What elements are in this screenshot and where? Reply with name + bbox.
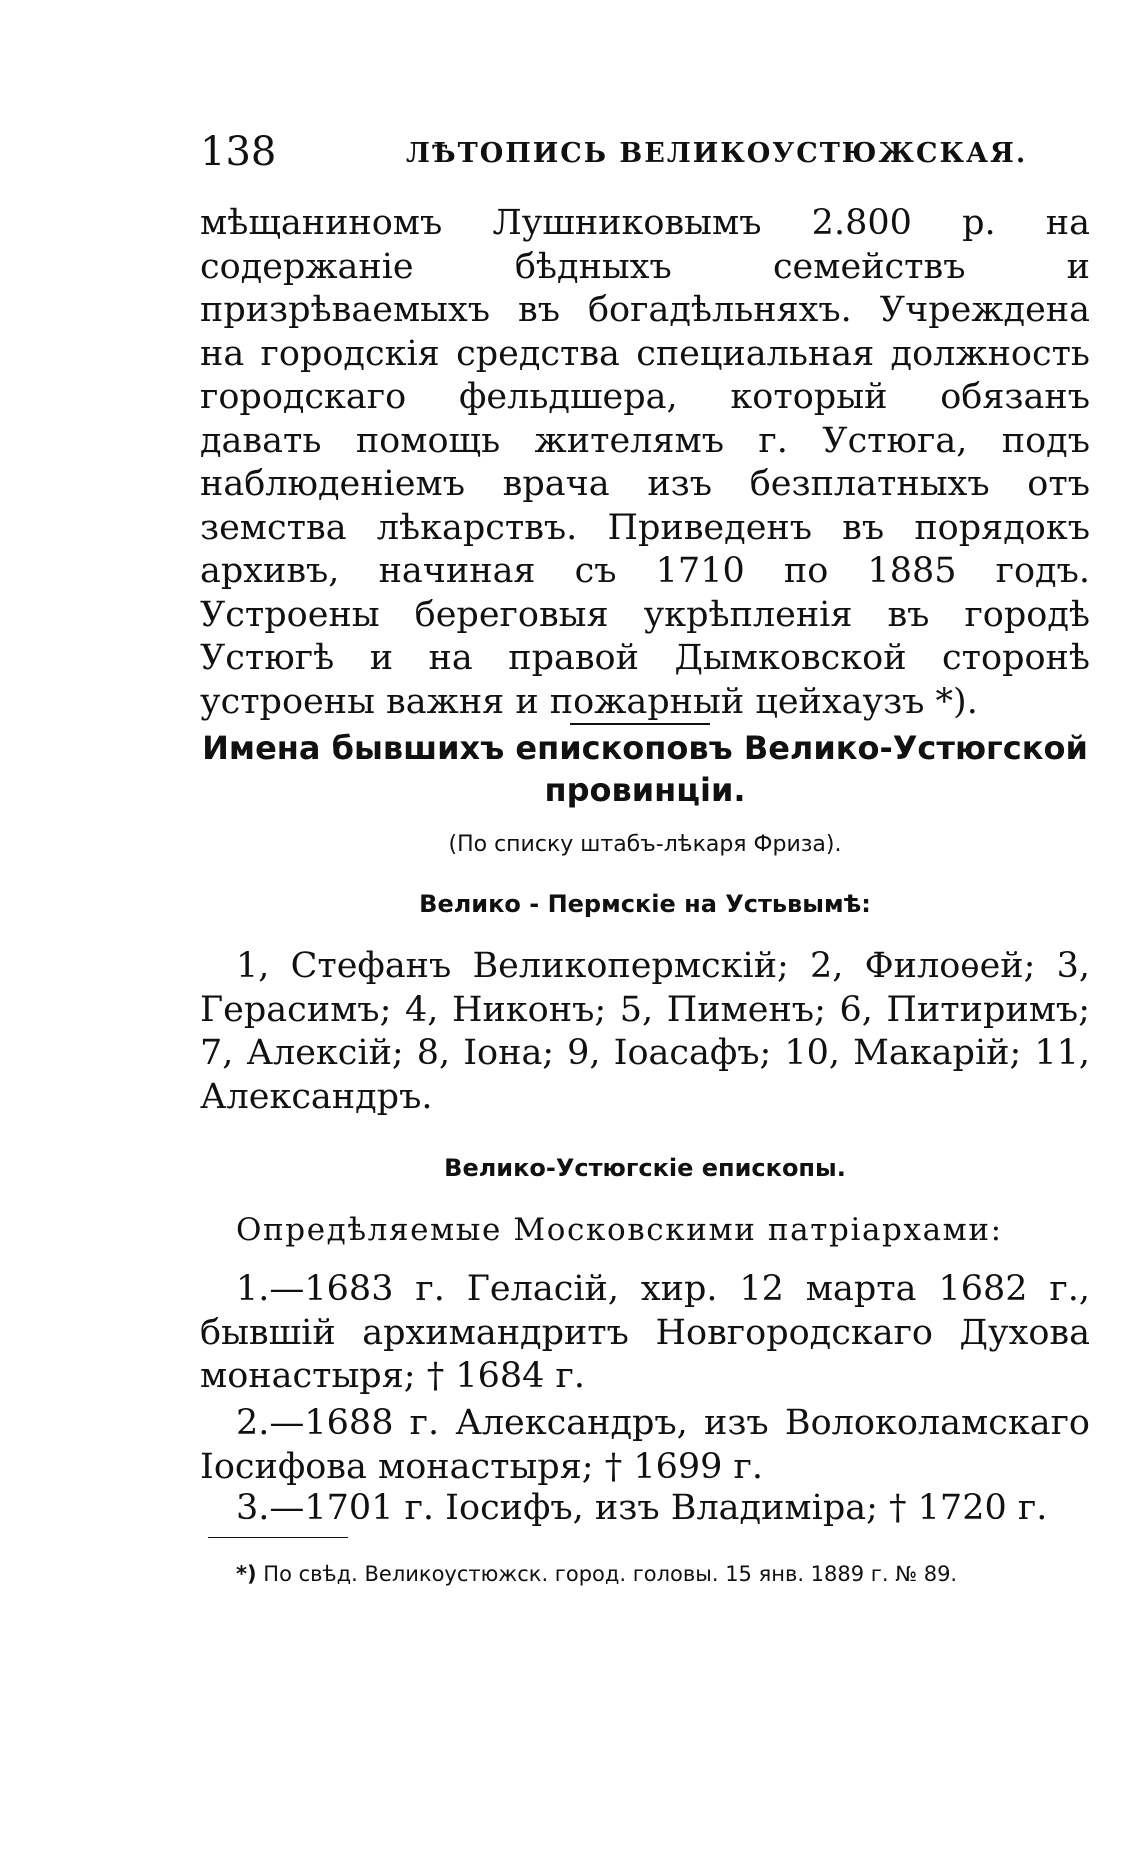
page-header	[200, 128, 1080, 178]
footnote-text: По свѣд. Великоустюжск. город. головы. 15 янв. 1889 г. № 89.	[263, 1562, 958, 1586]
bishop-entry-1: 1.—1683 г. Геласій, хир. 12 марта 1682 г., бывшій архимандритъ Новгородскаго Духова монастыря; † 1684 г.	[200, 1269, 1090, 1396]
bishop-entry-3: 3.—1701 г. Іосифъ, изъ Владиміра; † 1720 г.	[236, 1488, 1048, 1528]
bishop-entry-2: 2.—1688 г. Александръ, изъ Волоколамскаго Іосифова монастыря; † 1699 г.	[200, 1403, 1090, 1487]
ustyug-bishops-heading: Велико-Устюгскіе епископы.	[444, 1154, 846, 1182]
footnote	[236, 1559, 1096, 1589]
patriarchs-line: Опредѣляемые Московскими патріархами:	[236, 1212, 1003, 1248]
body-paragraph: мѣщаниномъ Лушниковымъ 2.800 р. на содержаніе бѣдныхъ семействъ и призрѣваемыхъ въ богадѣльняхъ. Учреждена на городскія средства специальная должность городскаго фельдшера, который обязанъ давать помощь жителямъ г. Устюга, подъ наблюденіемъ врача изъ безплатныхъ отъ земства лѣкарствъ. Приведенъ въ порядокъ архивъ, начиная съ 1710 по 1885 годъ. Устроены береговыя укрѣпленія въ городѣ Устюгѣ и на правой Дымковской сторонѣ устроены важня и пожарный цейхаузъ *).	[200, 203, 1090, 722]
section-source-note: (По списку штабъ-лѣкаря Фриза).	[448, 832, 842, 857]
footnote-mark: *)	[236, 1562, 257, 1586]
footnote-rule	[208, 1537, 348, 1538]
section-divider	[570, 723, 710, 725]
page-number: 138	[200, 129, 277, 175]
perm-bishops-heading: Велико - Пермскіе на Устьвымѣ:	[419, 890, 871, 918]
section-title: Имена бывшихъ епископовъ Велико-Устюгской провинціи.	[202, 729, 1088, 809]
perm-bishops-list: 1, Стефанъ Великопермскій; 2, Филоѳей; 3, Герасимъ; 4, Никонъ; 5, Пименъ; 6, Питиримъ; 7, Алексій; 8, Іона; 9, Іоасафъ; 10, Макарій; 11, Александръ.	[200, 946, 1090, 1117]
running-title: ЛѢТОПИСЬ ВЕЛИКОУСТЮЖСКАЯ.	[406, 138, 1028, 169]
